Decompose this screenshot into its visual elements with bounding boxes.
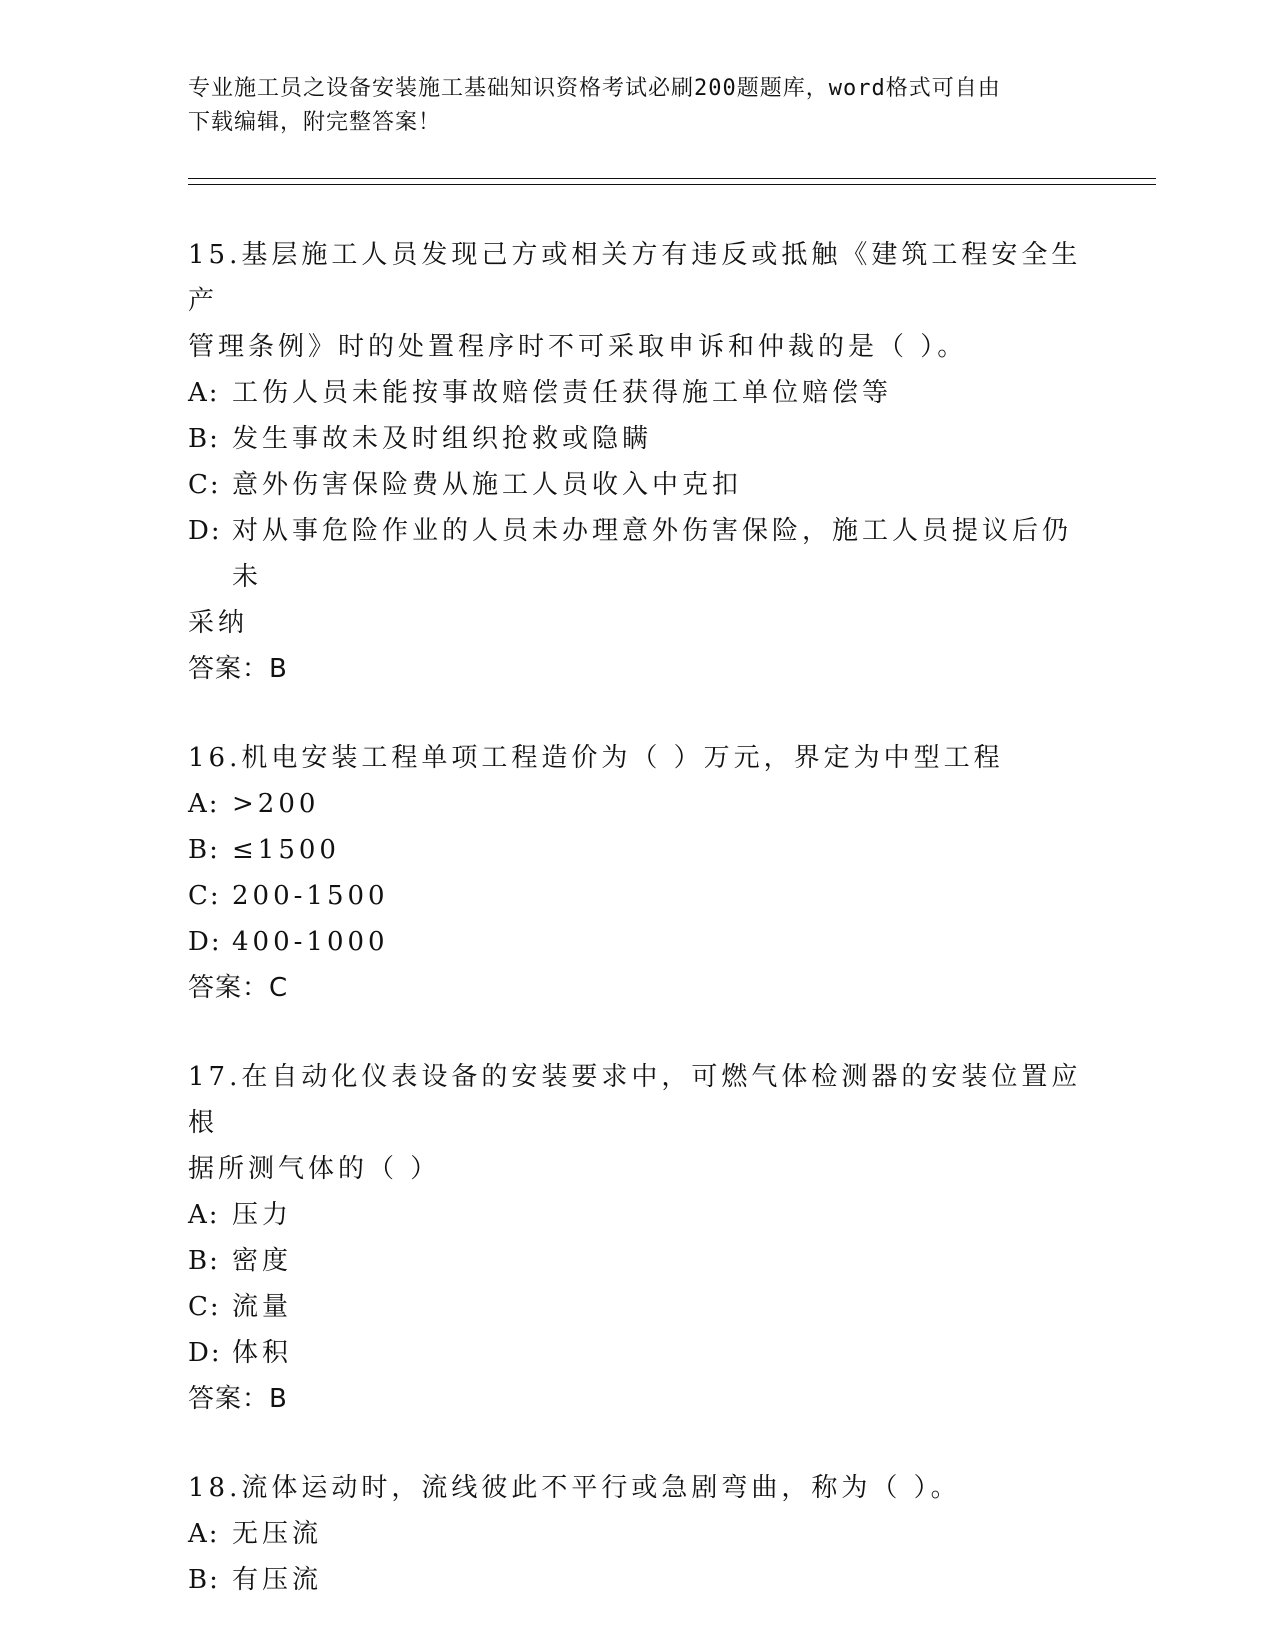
option-b [188,1238,1088,1284]
question-stem: 18.流体运动时，流线彼此不平行或急剧弯曲，称为（ ）。 [188,1473,961,1503]
option-key: B: [188,1565,220,1595]
option-text: >200 [232,789,320,819]
option-key: B: [188,1246,220,1276]
question-list [188,232,1088,1646]
option-key: C: [188,470,221,500]
question-stem-continued: 据所测气体的（ ） [188,1154,441,1184]
option-key: A: [188,789,220,819]
option-text: 意外伤害保险费从施工人员收入中克扣 [232,470,743,500]
question-stem-continued: 管理条例》时的处置程序时不可采取申诉和仲裁的是（ ）。 [188,332,968,362]
option-b [188,1557,1088,1603]
option-a [188,370,1088,416]
option-a [188,781,1088,827]
option-text: 有压流 [232,1565,323,1595]
option-text: 流量 [232,1292,293,1322]
question-18 [188,1465,1088,1603]
answer-label: 答案：B [188,1384,288,1414]
option-key: C: [188,1292,221,1322]
question-17 [188,1054,1088,1422]
option-key: A: [188,1519,220,1549]
option-text: 无压流 [232,1519,323,1549]
question-16 [188,735,1088,1011]
option-key: A: [188,1200,220,1230]
option-d [188,919,1088,965]
question-15 [188,232,1088,692]
option-text: 对从事危险作业的人员未办理意外伤害保险，施工人员提议后仍未 [232,516,1073,592]
option-key: B: [188,424,220,454]
option-b [188,827,1088,873]
question-stem: 16.机电安装工程单项工程造价为（ ）万元，界定为中型工程 [188,743,1004,773]
option-text: 200-1500 [232,881,389,911]
option-key: A: [188,378,220,408]
option-text: 发生事故未及时组织抢救或隐瞒 [232,424,653,454]
option-a [188,1192,1088,1238]
option-key: D: [188,516,222,546]
option-a [188,1511,1088,1557]
option-text: 密度 [232,1246,293,1276]
option-text: 400-1000 [232,927,389,957]
option-text: 工伤人员未能按事故赔偿责任获得施工单位赔偿等 [232,378,893,408]
option-c [188,462,1088,508]
question-stem: 17.在自动化仪表设备的安装要求中，可燃气体检测器的安装位置应根 [188,1062,1082,1138]
option-key: C: [188,881,221,911]
option-d [188,1330,1088,1376]
option-c [188,1284,1088,1330]
option-key: B: [188,835,220,865]
option-key: D: [188,927,222,957]
header-divider-top [188,178,1156,179]
option-b [188,416,1088,462]
question-stem: 15.基层施工人员发现己方或相关方有违反或抵触《建筑工程安全生产 [188,240,1082,316]
answer-label: 答案：C [188,973,289,1003]
option-c [188,873,1088,919]
option-text: 体积 [232,1338,293,1368]
document-header [188,72,1068,140]
option-text: ≤1500 [232,835,340,865]
option-d [188,508,1088,600]
option-key: D: [188,1338,222,1368]
header-line-2: 下载编辑，附完整答案！ [188,110,442,135]
option-text: 压力 [232,1200,293,1230]
header-line-1: 专业施工员之设备安装施工基础知识资格考试必刷200题题库，word格式可自由 [188,76,1001,101]
answer-label: 答案：B [188,654,288,684]
option-text-continued: 采纳 [188,608,249,638]
header-divider-bottom [188,184,1156,185]
